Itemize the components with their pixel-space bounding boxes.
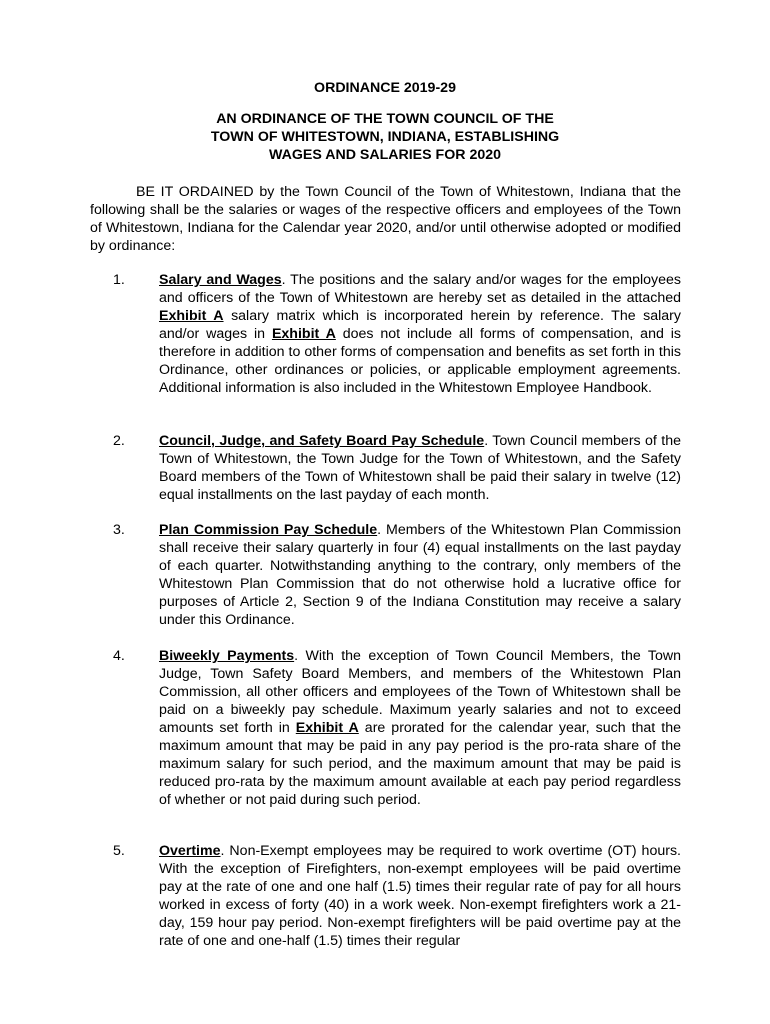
item-text: salary matrix which is incorporated herein by reference. The salary and/or wages in [159,308,681,342]
exhibit-reference: Exhibit A [271,326,336,342]
item-text: does not include all forms of compensation, and is therefore in addition to other forms of compensation and benefits as set forth in this Ordinance, other ordinances or policies, or applicable employment agreements. Additional information is also included in the Whitestown Employee Handbook. [159,326,681,396]
exhibit-reference: Exhibit A [295,720,359,736]
item-heading-punct: . [281,272,286,288]
item-text: With the exception of Town Council Members, the Town Judge, Town Safety Board Members, and members of the Whitestown Plan Commission, all other officers and employees of the Town of Whitestown shall be paid on a biweekly pay schedule. Maximum yearly salaries and not to exceed amounts set forth in [159,648,681,736]
intro-paragraph [90,183,681,255]
item-body [159,647,681,809]
item-body [159,521,681,629]
heading-line-1: AN ORDINANCE OF THE TOWN COUNCIL OF THE [216,111,554,127]
item-number: 1. [113,272,125,288]
item-number: 4. [113,648,125,664]
item-body [159,432,681,504]
item-body [159,271,681,397]
item-heading: Overtime [159,843,221,859]
item-text: Town Council members of the Town of Whitestown, the Town Judge for the Town of Whitestown, and the Safety Board members of the Town of Whitestown shall be paid their salary in twelve (12) equal installments on the last payday of each month. [159,433,681,503]
item-text: are prorated for the calendar year, such that the maximum amount that may be paid in any pay period is the pro-rata share of the maximum salary for such period, and the maximum amount that may be paid is reduced pro-rata by the maximum amount available at each pay period regardless of whether or not paid during such period. [159,720,681,808]
exhibit-reference: Exhibit A [159,308,224,324]
heading-line-2: TOWN OF WHITESTOWN, INDIANA, ESTABLISHING [210,129,560,145]
item-heading: Plan Commission Pay Schedule [159,522,378,538]
item-heading-punct: . [220,843,225,859]
item-heading: Salary and Wages [159,272,282,288]
item-body [159,842,681,950]
item-heading-punct: . [484,433,489,449]
ordinance-title: ORDINANCE 2019-29 [314,80,456,96]
item-text: Members of the Whitestown Plan Commission shall receive their salary quarterly in four (4) equal installments on the last payday of each quarter. Notwithstanding anything to the contrary, only members of the Whitestown Plan Commission that do not otherwise hold a lucrative office for purposes of Article 2, Section 9 of the Indiana Constitution may receive a salary under this Ordinance. [159,522,681,628]
item-number: 2. [113,433,125,449]
item-heading: Biweekly Payments [159,648,295,664]
item-number: 3. [113,522,125,538]
item-number: 5. [113,843,125,859]
heading-line-3: WAGES AND SALARIES FOR 2020 [268,147,502,163]
item-text: The positions and the salary and/or wages for the employees and officers of the Town of Whitestown are hereby set as detailed in the attached [159,272,681,306]
intro-text: BE IT ORDAINED by the Town Council of the Town of Whitestown, Indiana that the following shall be the salaries or wages of the respective officers and employees of the Town of Whitestown, Indiana for the Calendar year 2020, and/or until otherwise adopted or modified by ordinance: [90,184,681,254]
item-heading: Council, Judge, and Safety Board Pay Schedule [159,433,485,449]
item-heading-punct: . [294,648,299,664]
item-heading-punct: . [377,522,382,538]
item-text: Non-Exempt employees may be required to work overtime (OT) hours. With the exception of Firefighters, non-exempt employees will be paid overtime pay at the rate of one and one half (1.5) times their regular rate of pay for all hours worked in excess of forty (40) in a work week. Non-exempt firefighters work a 21-day, 159 hour pay period. Non-exempt firefighters will be paid overtime pay at the rate of one and one-half (1.5) times their regular [159,843,681,949]
